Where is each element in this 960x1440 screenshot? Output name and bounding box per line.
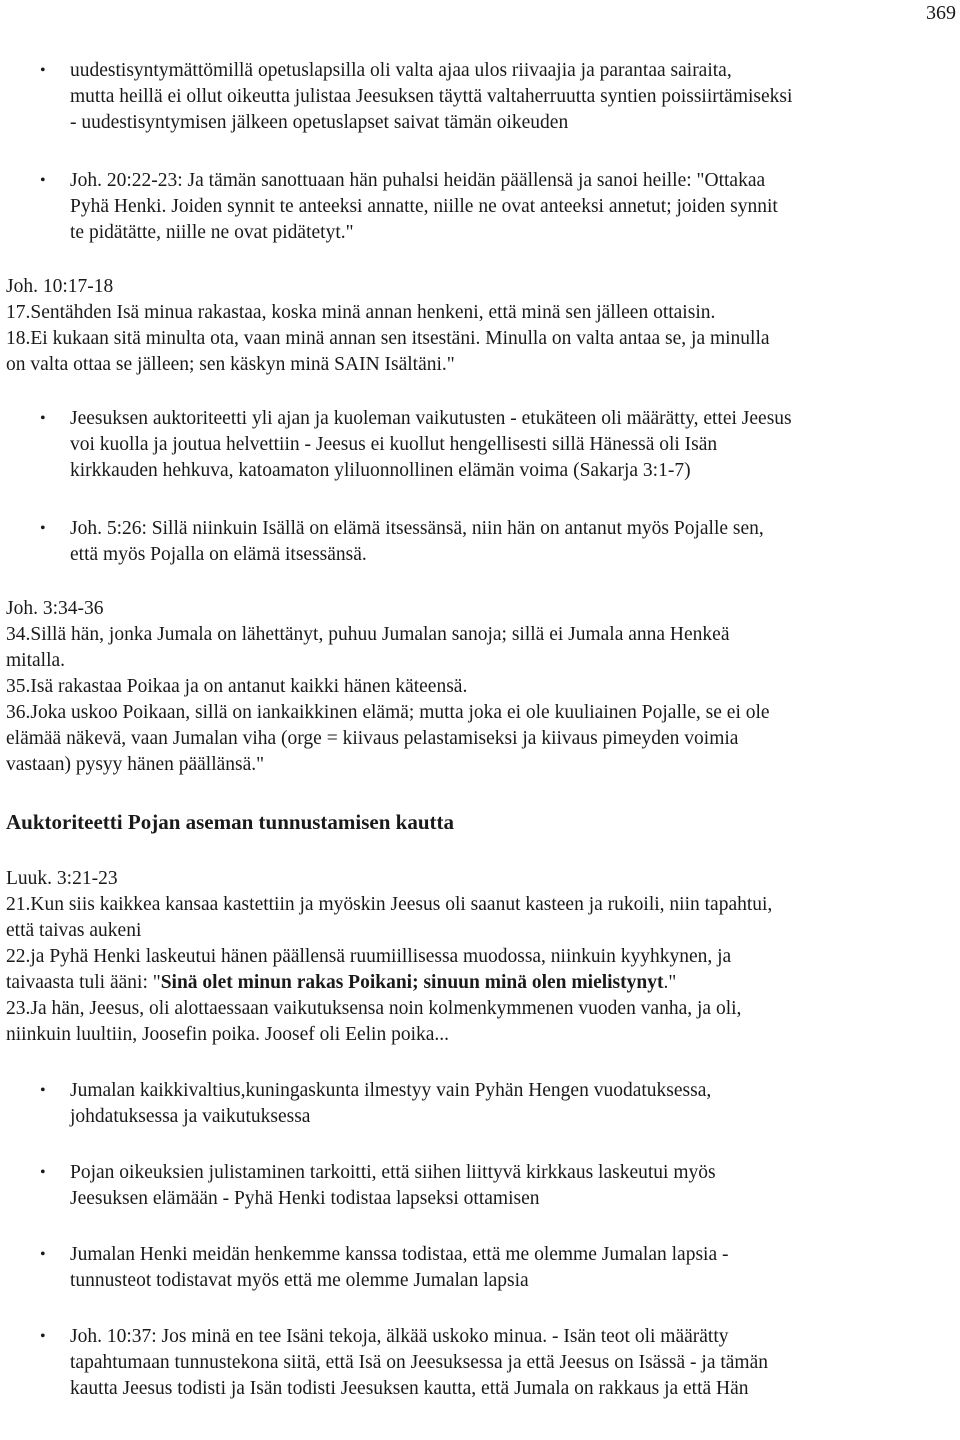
section-heading: Auktoriteetti Pojan aseman tunnustamisen kautta bbox=[6, 810, 455, 834]
bullet-icon: • bbox=[40, 1082, 46, 1099]
bullet-icon: • bbox=[40, 1164, 46, 1181]
bullet-icon: • bbox=[40, 62, 46, 79]
line: Jeesuksen elämään - Pyhä Henki todistaa lapseksi ottamisen bbox=[70, 1188, 540, 1209]
scripture-reference: Luuk. 3:21-23 bbox=[6, 868, 118, 889]
bullet-item bbox=[6, 58, 952, 136]
bullet-icon: • bbox=[40, 172, 46, 189]
line: Pyhä Henki. Joiden synnit te anteeksi annatte, niille ne ovat anteeksi annetut; joiden synnit bbox=[70, 196, 778, 217]
line: Joh. 20:22-23: Ja tämän sanottuaan hän puhalsi heidän päällensä ja sanoi heille: "Ottakaa bbox=[70, 170, 766, 191]
verse-line: 36.Joka uskoo Poikaan, sillä on iankaikkinen elämä; mutta joka ei ole kuuliainen Pojalle, se ei ole bbox=[6, 702, 770, 723]
bullet-icon: • bbox=[40, 1246, 46, 1263]
line: että myös Pojalla on elämä itsessänsä. bbox=[70, 544, 367, 565]
bullet-icon: • bbox=[40, 520, 46, 537]
verse-line: 21.Kun siis kaikkea kansaa kastettiin ja myöskin Jeesus oli saanut kasteen ja rukoili, niin tapahtui, bbox=[6, 894, 773, 915]
line: kirkkauden hehkuva, katoamaton yliluonnollinen elämän voima (Sakarja 3:1-7) bbox=[70, 460, 691, 481]
verse-line: 18.Ei kukaan sitä minulta ota, vaan minä annan sen itsestäni. Minulla on valta antaa se, ja minulla bbox=[6, 328, 770, 349]
scripture-reference: Joh. 10:17-18 bbox=[6, 276, 114, 297]
line: - uudestisyntymisen jälkeen opetuslapset saivat tämän oikeuden bbox=[70, 112, 569, 133]
line: te pidätätte, niille ne ovat pidätetyt." bbox=[70, 222, 354, 243]
line: kautta Jeesus todisti ja Isän todisti Jeesuksen kautta, että Jumala on rakkaus ja että Hän bbox=[70, 1378, 749, 1399]
line: Jeesuksen auktoriteetti yli ajan ja kuoleman vaikutusten - etukäteen oli määrätty, ettei Jeesus bbox=[70, 408, 792, 429]
line: Joh. 5:26: Sillä niinkuin Isällä on elämä itsessänsä, niin hän on antanut myös Pojalle sen, bbox=[70, 518, 764, 539]
verse-line: 22.ja Pyhä Henki laskeutui hänen päällensä ruumiillisessa muodossa, niinkuin kyyhkynen, ja bbox=[6, 946, 732, 967]
verse-line: vastaan) pysyy hänen päällänsä." bbox=[6, 754, 265, 775]
page-number: 369 bbox=[926, 2, 956, 24]
bullet-item bbox=[6, 168, 952, 246]
verse-line: on valta ottaa se jälleen; sen käskyn minä SAIN Isältäni." bbox=[6, 354, 455, 375]
line: tapahtumaan tunnustekona siitä, että Isä on Jeesuksessa ja että Jeesus on Isässä - ja tämän bbox=[70, 1352, 769, 1373]
bullet-item bbox=[6, 1242, 952, 1294]
bullet-item bbox=[6, 1324, 952, 1402]
scripture-reference: Joh. 3:34-36 bbox=[6, 598, 104, 619]
verse-line: että taivas aukeni bbox=[6, 920, 142, 941]
line: Joh. 10:37: Jos minä en tee Isäni tekoja, älkää uskoko minua. - Isän teot oli määrätty bbox=[70, 1326, 729, 1347]
verse-line: 23.Ja hän, Jeesus, oli alottaessaan vaikutuksensa noin kolmenkymmenen vuoden vanha, ja oli, bbox=[6, 998, 742, 1019]
verse-line: elämää näkevä, vaan Jumalan viha (orge = kiivaus pelastamiseksi ja kiivaus pimeyden voimia bbox=[6, 728, 739, 749]
verse-text: ." bbox=[663, 972, 677, 993]
line: Jumalan Henki meidän henkemme kanssa todistaa, että me olemme Jumalan lapsia - bbox=[70, 1244, 729, 1265]
scripture-joh3 bbox=[6, 596, 952, 778]
line: Jumalan kaikkivaltius,kuningaskunta ilmestyy vain Pyhän Hengen vuodatuksessa, bbox=[70, 1080, 712, 1101]
verse-text: taivaasta tuli ääni: " bbox=[6, 972, 161, 993]
verse-line: 34.Sillä hän, jonka Jumala on lähettänyt, puhuu Jumalan sanoja; sillä ei Jumala anna Henkeä bbox=[6, 624, 730, 645]
line: voi kuolla ja joutua helvettiin - Jeesus ei kuollut hengellisesti sillä Hänessä oli Isän bbox=[70, 434, 718, 455]
verse-line: 17.Sentähden Isä minua rakastaa, koska minä annan henkeni, että minä sen jälleen ottaisin. bbox=[6, 302, 716, 323]
bullet-icon: • bbox=[40, 410, 46, 427]
line: mutta heillä ei ollut oikeutta julistaa Jeesuksen täyttä valtaherruutta syntien poissiirtämiseksi bbox=[70, 86, 793, 107]
document-body bbox=[6, 58, 952, 1402]
verse-emphasis: Sinä olet minun rakas Poikani; sinuun minä olen mielistynyt bbox=[160, 972, 664, 993]
line: johdatuksessa ja vaikutuksessa bbox=[70, 1106, 311, 1127]
verse-line: niinkuin luultiin, Joosefin poika. Joosef oli Eelin poika... bbox=[6, 1024, 450, 1045]
line: tunnusteot todistavat myös että me olemme Jumalan lapsia bbox=[70, 1270, 529, 1291]
bullet-item bbox=[6, 406, 952, 484]
verse-line bbox=[6, 970, 952, 996]
verse-line: mitalla. bbox=[6, 650, 66, 671]
scripture-joh10 bbox=[6, 274, 952, 378]
scripture-luuk bbox=[6, 866, 952, 1048]
bullet-item bbox=[6, 1160, 952, 1212]
verse-line: 35.Isä rakastaa Poikaa ja on antanut kaikki hänen käteensä. bbox=[6, 676, 468, 697]
line: Pojan oikeuksien julistaminen tarkoitti, että siihen liittyvä kirkkaus laskeutui myös bbox=[70, 1162, 716, 1183]
bullet-icon: • bbox=[40, 1328, 46, 1345]
bullet-item bbox=[6, 1078, 952, 1130]
line: uudestisyntymättömillä opetuslapsilla oli valta ajaa ulos riivaajia ja parantaa sairaita, bbox=[70, 60, 732, 81]
bullet-item bbox=[6, 516, 952, 568]
